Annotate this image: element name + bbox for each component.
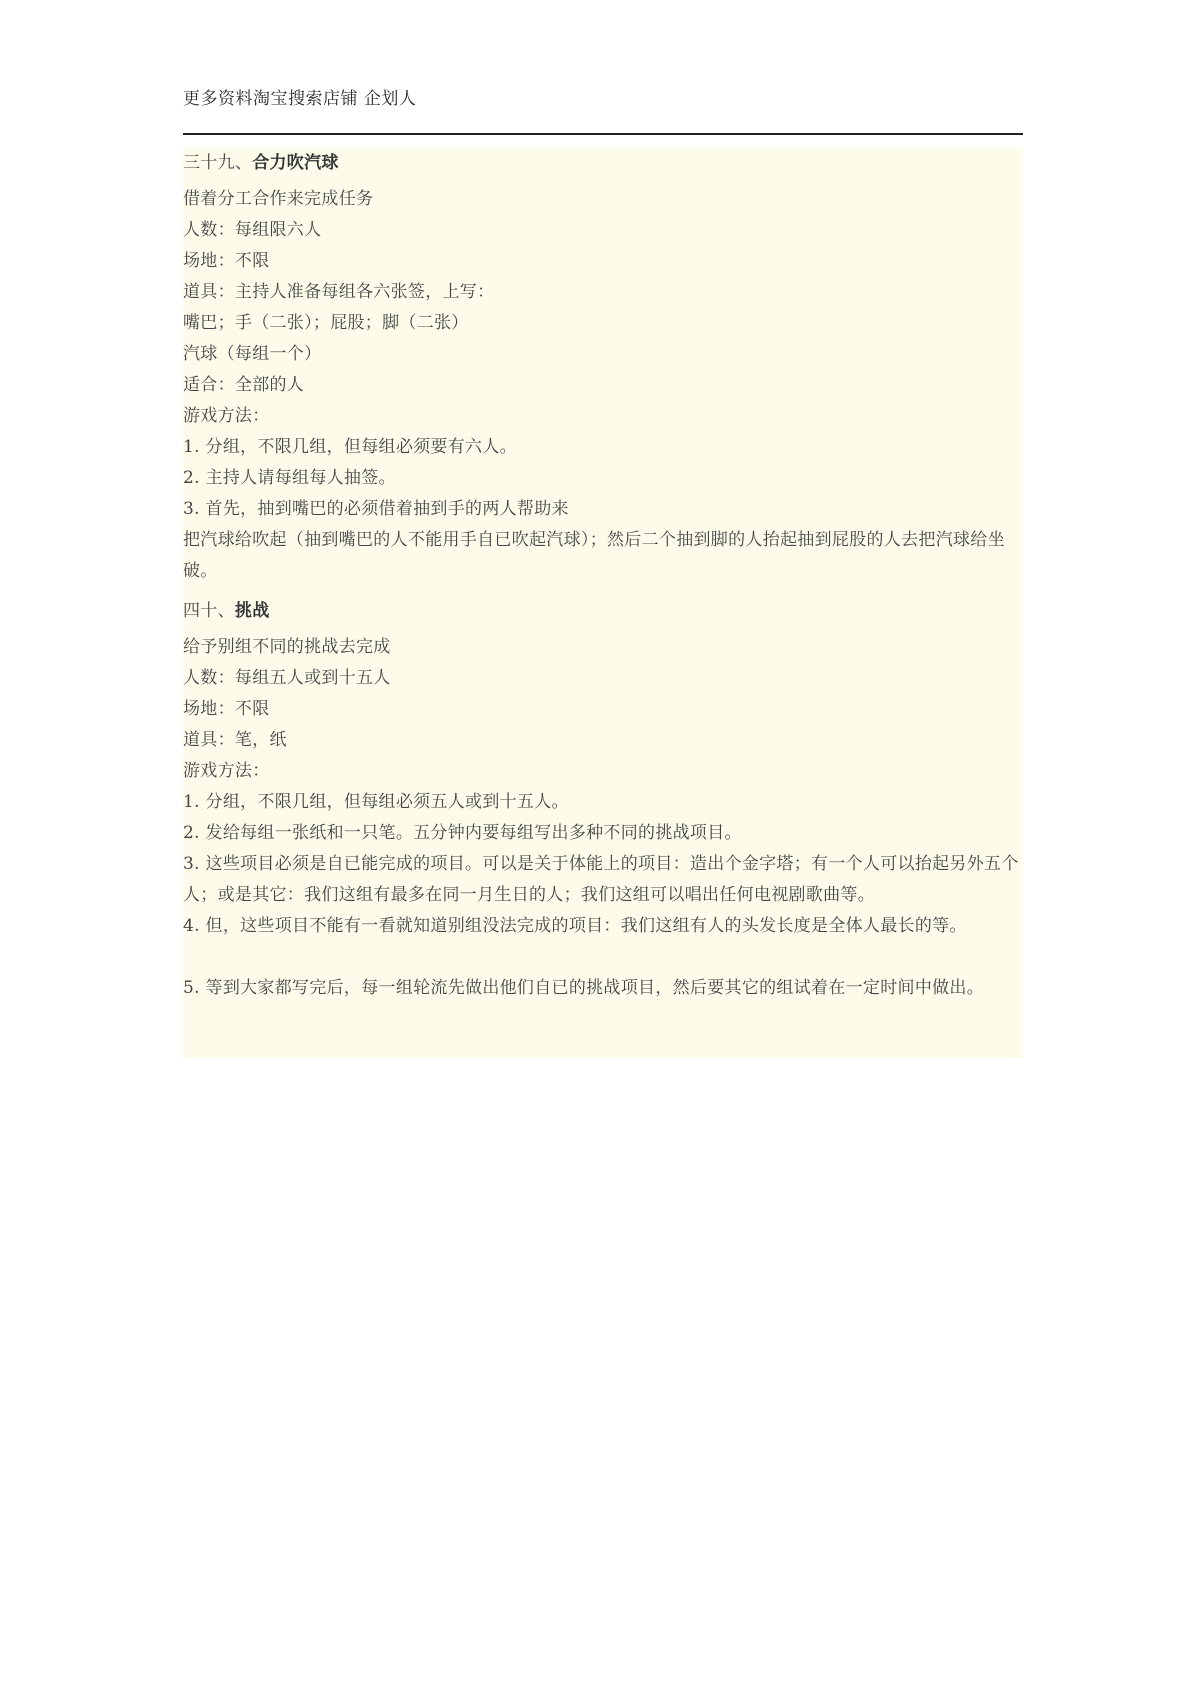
section-title (183, 596, 1023, 627)
section-description: 给予别组不同的挑战去完成 (183, 637, 391, 657)
section-description: 借着分工合作来完成任务 (183, 189, 374, 209)
section-name: 合力吹汽球 (252, 153, 339, 173)
method-step: 2. 主持人请每组每人抽签。 (183, 468, 396, 488)
props-balloon-line: 汽球（每组一个） (183, 344, 322, 364)
method-heading: 游戏方法： (183, 406, 270, 426)
page-header: 更多资料淘宝搜索店铺 企划人 (183, 89, 417, 109)
header-divider (183, 133, 1023, 135)
suitable-line: 适合：全部的人 (183, 375, 305, 395)
method-heading: 游戏方法： (183, 761, 270, 781)
venue-line: 场地：不限 (183, 699, 270, 719)
venue-line: 场地：不限 (183, 251, 270, 271)
method-step: 4. 但，这些项目不能有一看就知道别组没法完成的项目：我们这组有人的头发长度是全体人最长的等。 (183, 916, 967, 936)
props-line: 道具：笔，纸 (183, 730, 287, 750)
method-step: 1. 分组，不限几组，但每组必须要有六人。 (183, 437, 517, 457)
section-number: 三十九、 (183, 153, 253, 173)
method-step: 3. 首先，抽到嘴巴的必须借着抽到手的两人帮助来 (183, 499, 569, 519)
method-step-continued: 把汽球给吹起（抽到嘴巴的人不能用手自已吹起汽球）；然后二个抽到脚的人抬起抽到屁股的人去把汽球给坐破。 (183, 530, 1005, 581)
props-line: 道具：主持人准备每组各六张签，上写： (183, 282, 495, 302)
document-body (183, 148, 1023, 1058)
players-line: 人数：每组限六人 (183, 220, 322, 240)
section-title (183, 148, 1023, 179)
players-line: 人数：每组五人或到十五人 (183, 668, 391, 688)
method-step: 5. 等到大家都写完后，每一组轮流先做出他们自已的挑战项目，然后要其它的组试着在一定时间中做出。 (183, 978, 985, 998)
method-step: 2. 发给每组一张纸和一只笔。五分钟内要每组写出多种不同的挑战项目。 (183, 823, 742, 843)
section-name: 挑战 (234, 601, 270, 621)
method-step: 1. 分组，不限几组，但每组必须五人或到十五人。 (183, 792, 569, 812)
section-number: 四十、 (183, 601, 235, 621)
method-step: 3. 这些项目必须是自已能完成的项目。可以是关于体能上的项目：造出个金字塔；有一个人可以抬起另外五个人；或是其它：我们这组有最多在同一月生日的人；我们这组可以唱出任何电视剧歌曲等。 (183, 854, 1019, 905)
props-detail-line: 嘴巴；手（二张）；屁股；脚（二张） (183, 313, 469, 333)
